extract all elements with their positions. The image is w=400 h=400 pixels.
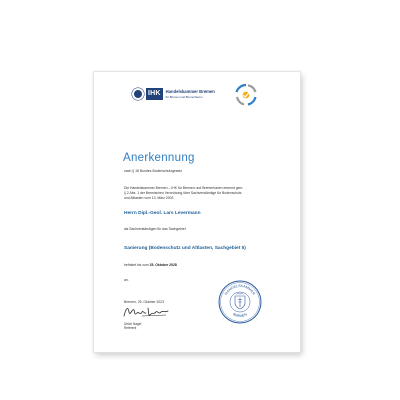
signer-role: Referent <box>124 326 137 331</box>
certificate-subtitle: nach § 18 Bundes-Bodenschutzgesetz <box>124 169 183 173</box>
validity-line <box>124 263 177 267</box>
validity-date: 25. Oktober 2028 <box>149 263 177 267</box>
place-and-date: Bremen, 25. Oktober 2023 <box>124 300 164 304</box>
official-stamp <box>218 280 262 324</box>
expert-field: Sanierung (Bodenschutz und Altlasten, Sachgebiet 5) <box>124 246 246 251</box>
certification-mark-icon <box>234 83 258 107</box>
ihk-badge: IHK <box>146 88 163 100</box>
signer-name: Ulrich Nagel <box>124 322 142 326</box>
paragraph-line: § 2 Abs. 1 der Bremischen Verordnung über Sachverständige für Bodenschutz <box>124 191 242 195</box>
certificate-title: Anerkennung <box>123 152 195 164</box>
expert-designation: als Sachverständigen für das Sachgebiet <box>124 227 186 231</box>
stamp-top-text: HANDELSKAMMER <box>223 283 257 296</box>
signer-block <box>124 322 141 331</box>
paragraph-line: und Altlasten vom 13. März 2003 <box>124 196 174 200</box>
certificate-page <box>94 72 300 352</box>
handwritten-signature <box>122 304 170 320</box>
chamber-name-block <box>166 89 215 99</box>
recipient-name: Herrn Dipl.-Geol. Lars Levermann <box>124 211 201 216</box>
legal-paragraph <box>124 186 274 201</box>
coat-of-arms-icon <box>235 293 245 309</box>
chamber-subtitle: für Bremen und Bremerhaven <box>165 95 203 99</box>
validity-prefix: befristet bis zum <box>124 263 149 267</box>
stamp-bottom-text: BREMEN <box>232 312 248 319</box>
ihk-seal-icon <box>132 88 144 100</box>
ihk-logo <box>132 88 215 100</box>
chamber-name: Handelskammer Bremen <box>165 89 215 94</box>
closing-word: an. <box>124 278 129 282</box>
paragraph-line: Die Handelskammer Bremen – IHK für Bremen und Bremerhaven erkennt gem. <box>124 186 244 190</box>
